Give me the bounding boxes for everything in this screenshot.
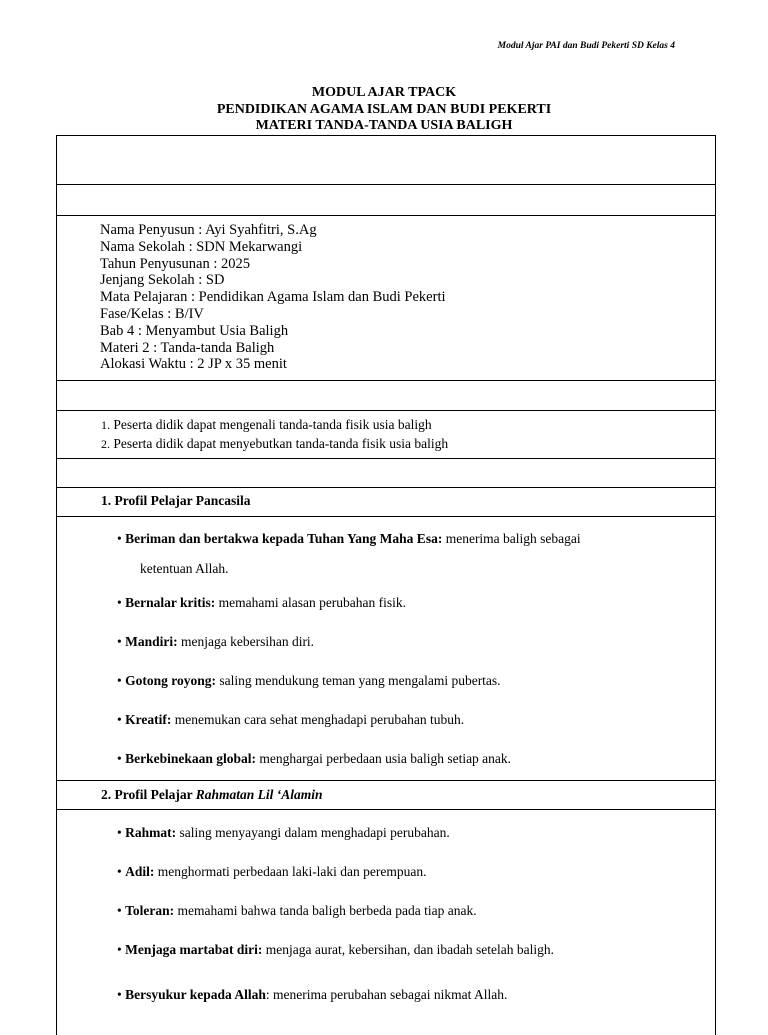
item-term: Gotong royong: xyxy=(125,673,216,688)
bullet-mark: • xyxy=(117,825,122,840)
item-term: Kreatif: xyxy=(125,712,172,727)
section-title-prefix: 2. Profil Pelajar xyxy=(101,787,196,802)
info-time: Alokasi Waktu : 2 JP x 35 menit xyxy=(100,356,287,373)
section-title-italic: Rahmatan Lil ‘Alamin xyxy=(195,787,323,802)
table-divider xyxy=(57,809,715,810)
bullet-mark: • xyxy=(117,751,122,766)
table-divider xyxy=(57,487,715,488)
section-pancasila-title: 1. Profil Pelajar Pancasila xyxy=(101,493,251,508)
bullet-mark: • xyxy=(117,673,122,688)
table-divider xyxy=(57,184,715,185)
item-desc: memahami alasan perubahan fisik. xyxy=(215,595,407,610)
item-term: Beriman dan bertakwa kepada Tuhan Yang Maha Esa: xyxy=(125,531,443,546)
running-header: Modul Ajar PAI dan Budi Pekerti SD Kelas 4 xyxy=(497,41,675,51)
goal-number: 1. xyxy=(101,418,110,432)
list-item xyxy=(117,595,406,611)
table-divider xyxy=(57,215,715,216)
item-term: Berkebinekaan global: xyxy=(125,751,257,766)
list-item xyxy=(117,712,464,728)
list-item xyxy=(117,864,427,880)
section-rahmatan-title xyxy=(101,787,323,803)
learning-goals xyxy=(101,416,448,453)
bullet-mark: • xyxy=(117,634,122,649)
item-term: Rahmat: xyxy=(125,825,177,840)
goal-text: Peserta didik dapat menyebutkan tanda-tanda fisik usia baligh xyxy=(113,435,449,451)
info-year: Tahun Penyusunan : 2025 xyxy=(100,255,251,272)
item-desc: menghargai perbedaan usia baligh setiap anak. xyxy=(256,751,512,766)
list-item xyxy=(117,634,314,650)
info-phase: Fase/Kelas : B/IV xyxy=(100,305,204,322)
list-item xyxy=(117,942,554,958)
table-divider xyxy=(57,516,715,517)
list-item xyxy=(117,903,477,919)
list-item xyxy=(117,673,501,689)
item-desc: saling menyayangi dalam menghadapi perubahan. xyxy=(176,825,450,840)
item-desc: menghormati perbedaan laki-laki dan perempuan. xyxy=(154,864,427,879)
item-desc: menjaga aurat, kebersihan, dan ibadah setelah baligh. xyxy=(262,942,554,957)
item-desc: menemukan cara sehat menghadapi perubahan tubuh. xyxy=(171,712,465,727)
title-line-3: MATERI TANDA-TANDA USIA BALIGH xyxy=(255,118,513,133)
identity-block xyxy=(100,222,446,373)
item-term: Mandiri: xyxy=(125,634,178,649)
goal-item xyxy=(101,416,448,435)
item-term: Bernalar kritis: xyxy=(125,595,216,610)
list-item xyxy=(117,751,511,767)
title-line-1: MODUL AJAR TPACK xyxy=(311,85,457,100)
info-subject: Mata Pelajaran : Pendidikan Agama Islam dan Budi Pekerti xyxy=(100,289,446,306)
bullet-mark: • xyxy=(117,531,122,546)
goal-item xyxy=(101,435,448,454)
list-item-continuation: ketentuan Allah. xyxy=(140,561,229,576)
item-desc: : menerima perubahan sebagai nikmat Allah. xyxy=(265,987,508,1002)
info-chapter: Bab 4 : Menyambut Usia Baligh xyxy=(100,322,289,339)
info-level: Jenjang Sekolah : SD xyxy=(100,272,225,289)
item-term: Adil: xyxy=(125,864,155,879)
info-material: Materi 2 : Tanda-tanda Baligh xyxy=(100,339,275,356)
bullet-mark: • xyxy=(117,864,122,879)
bullet-mark: • xyxy=(117,942,122,957)
bullet-mark: • xyxy=(117,595,122,610)
table-divider xyxy=(57,458,715,459)
item-desc: saling mendukung teman yang mengalami pubertas. xyxy=(216,673,501,688)
goal-text: Peserta didik dapat mengenali tanda-tanda fisik usia baligh xyxy=(113,417,432,432)
item-desc: menjaga kebersihan diri. xyxy=(177,634,315,649)
bullet-mark: • xyxy=(117,903,122,918)
goal-number: 2. xyxy=(101,436,110,451)
list-item xyxy=(117,825,450,841)
item-desc: memahami bahwa tanda baligh berbeda pada tiap anak. xyxy=(174,903,477,918)
info-school: Nama Sekolah : SDN Mekarwangi xyxy=(100,238,303,255)
document-title xyxy=(0,85,768,135)
item-term: Toleran: xyxy=(125,903,175,918)
bullet-mark: • xyxy=(117,712,122,727)
title-line-2: PENDIDIKAN AGAMA ISLAM DAN BUDI PEKERTI xyxy=(216,101,552,117)
item-term: Menjaga martabat diri: xyxy=(125,942,263,957)
table-divider xyxy=(57,780,715,781)
item-term: Bersyukur kepada Allah xyxy=(125,987,266,1002)
table-divider xyxy=(57,380,715,381)
list-item xyxy=(117,987,507,1003)
info-author: Nama Penyusun : Ayi Syahfitri, S.Ag xyxy=(100,222,317,238)
list-item xyxy=(117,531,581,547)
item-desc: menerima baligh sebagai xyxy=(442,531,581,546)
bullet-mark: • xyxy=(117,987,122,1002)
table-divider xyxy=(57,410,715,411)
